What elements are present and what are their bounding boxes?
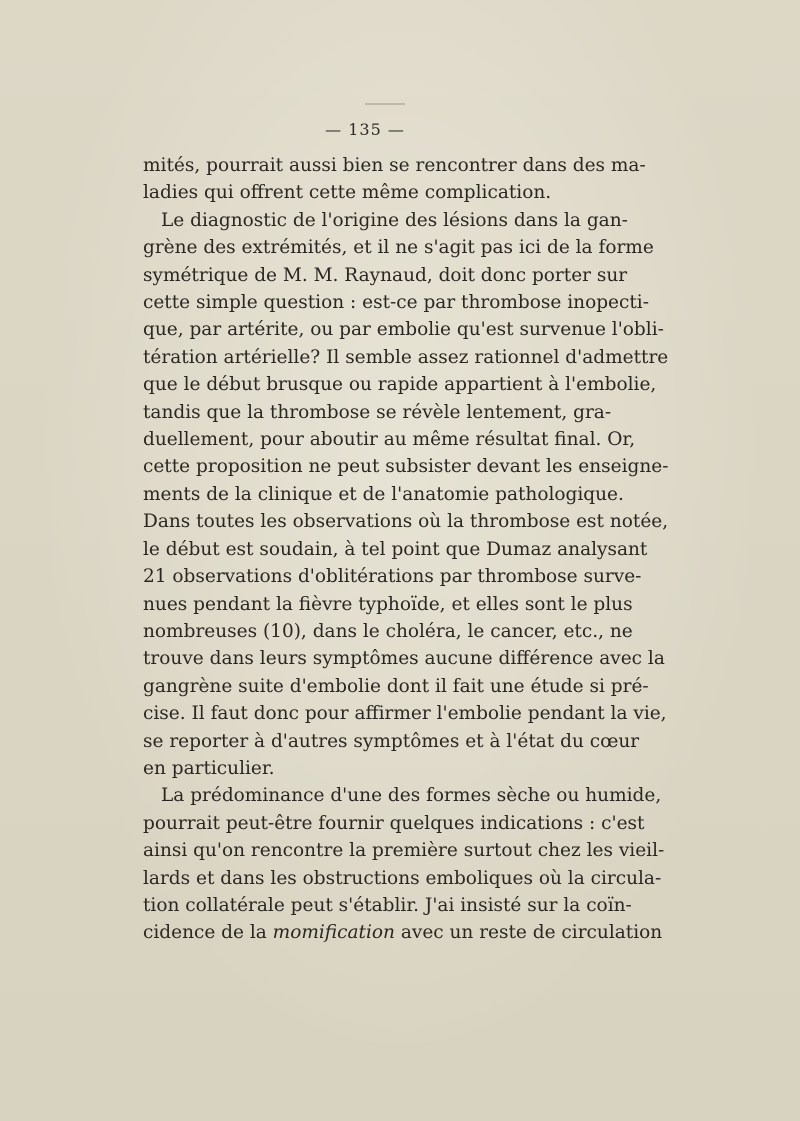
text-line: tandis que la thrombose se révèle lentement, gra-	[143, 401, 612, 423]
text-line: Le diagnostic de l'origine des lésions dans la gan-	[161, 209, 628, 231]
paragraph-2	[143, 207, 669, 783]
text-line: mités, pourrait aussi bien se rencontrer dans des ma-	[143, 155, 646, 176]
text-line: que, par artérite, ou par embolie qu'est survenue l'obli-	[143, 319, 664, 341]
text-line: le début est soudain, à tel point que Dumaz analysant	[143, 538, 648, 560]
text-line: tion collatérale peut s'établir. J'ai insisté sur la coïn-	[143, 894, 632, 916]
text-line: La prédominance d'une des formes sèche ou humide,	[161, 785, 662, 807]
bleed-through-mark	[365, 103, 405, 105]
text-line: pourrait peut-être fournir quelques indications : c'est	[143, 812, 645, 834]
italic-term: momification	[272, 922, 395, 944]
text-line: 21 observations d'oblitérations par thrombose surve-	[143, 566, 642, 588]
text-line: tération artérielle? Il semble assez rationnel d'admettre	[143, 346, 669, 368]
text-line: lards et dans les obstructions emboliques où la circula-	[143, 867, 662, 889]
text-line: ments de la clinique et de l'anatomie pathologique.	[143, 483, 624, 505]
text-line: cette proposition ne peut subsister devant les enseigne-	[143, 456, 669, 478]
text-line: nombreuses (10), dans le choléra, le cancer, etc., ne	[143, 620, 633, 642]
body-text	[143, 152, 669, 947]
text-line: nues pendant la fièvre typhoïde, et elles sont le plus	[143, 593, 633, 615]
text-line: ainsi qu'on rencontre la première surtout chez les vieil-	[143, 840, 665, 862]
text-line: Dans toutes les observations où la thrombose est notée,	[143, 511, 669, 533]
text-line-final	[143, 919, 663, 946]
page-number: — 135 —	[325, 120, 405, 139]
text-line: symétrique de M. M. Raynaud, doit donc porter sur	[143, 264, 628, 286]
text-line: gangrène suite d'embolie dont il fait une étude si pré-	[143, 675, 649, 697]
text-line: cise. Il faut donc pour affirmer l'embolie pendant la vie,	[143, 703, 667, 725]
text-run: avec un reste de circulation	[394, 922, 663, 944]
paragraph-3	[143, 782, 665, 946]
text-line: en particulier.	[143, 757, 275, 779]
text-line: se reporter à d'autres symptômes et à l'état du cœur	[143, 730, 640, 752]
paragraph-1	[143, 152, 646, 207]
text-line: trouve dans leurs symptômes aucune différence avec la	[143, 648, 665, 670]
text-line: que le début brusque ou rapide appartient à l'embolie,	[143, 374, 657, 396]
text-line: grène des extrémités, et il ne s'agit pas ici de la forme	[143, 237, 654, 259]
text-line: cette simple question : est-ce par thrombose inopecti-	[143, 292, 649, 314]
text-line: ladies qui offrent cette même complication.	[143, 182, 552, 204]
text-line: duellement, pour aboutir au même résultat final. Or,	[143, 429, 636, 451]
text-run: cidence de la	[143, 922, 273, 944]
